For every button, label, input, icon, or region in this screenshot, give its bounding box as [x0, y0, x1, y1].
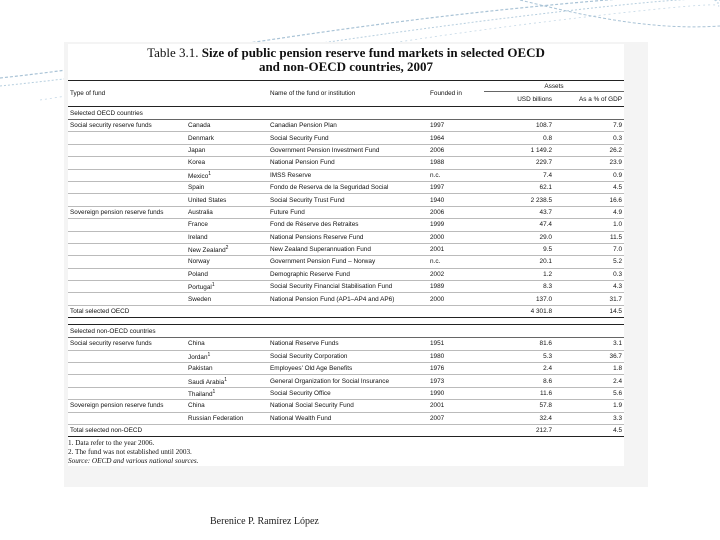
- usd-billions-cell: 108.7: [484, 120, 554, 132]
- founded-cell: 1980: [428, 350, 484, 362]
- country-cell: Australia: [186, 206, 268, 218]
- usd-billions-cell: 29.0: [484, 231, 554, 243]
- founded-cell: 2006: [428, 206, 484, 218]
- country-cell: Korea: [186, 157, 268, 169]
- fund-type-cell: [68, 132, 186, 144]
- gdp-pct-cell: 5.2: [554, 256, 624, 268]
- country-cell: Poland: [186, 268, 268, 280]
- country-cell: Saudi Arabia$^1$: [186, 375, 268, 387]
- gdp-pct-cell: 0.9: [554, 169, 624, 181]
- source-note: Source: OECD and various national sources.: [68, 457, 199, 466]
- gdp-pct-cell: 4.9: [554, 206, 624, 218]
- author-footer: Berenice P. Ramírez López: [210, 516, 319, 527]
- fund-name-cell: National Pension Fund: [268, 157, 428, 169]
- usd-billions-cell: 137.0: [484, 293, 554, 305]
- founded-cell: 1989: [428, 281, 484, 293]
- col-type: Type of fund: [68, 81, 186, 107]
- country-cell: France: [186, 219, 268, 231]
- country-cell: Portugal$^1$: [186, 281, 268, 293]
- country-cell: China: [186, 400, 268, 412]
- table-row: [68, 194, 624, 206]
- footnote-marker: 1: [211, 282, 215, 289]
- table-row: [68, 281, 624, 293]
- gdp-pct-cell: 1.9: [554, 400, 624, 412]
- table-row: [68, 231, 624, 243]
- fund-type-cell: [68, 181, 186, 193]
- founded-cell: 1940: [428, 194, 484, 206]
- fund-type-cell: [68, 243, 186, 255]
- fund-name-cell: Social Security Trust Fund: [268, 194, 428, 206]
- fund-type-cell: [68, 219, 186, 231]
- country-cell: United States: [186, 194, 268, 206]
- fund-type-cell: [68, 412, 186, 424]
- fund-name-cell: IMSS Reserve: [268, 169, 428, 181]
- gdp-pct-cell: 4.3: [554, 281, 624, 293]
- nonoecd-total-pct: 4.5: [613, 427, 622, 435]
- founded-cell: 1997: [428, 181, 484, 193]
- fund-name-cell: National Social Security Fund: [268, 400, 428, 412]
- fund-type-cell: Sovereign pension reserve funds: [68, 400, 186, 412]
- table-row: [68, 338, 624, 350]
- gdp-pct-cell: 16.6: [554, 194, 624, 206]
- founded-cell: 2000: [428, 293, 484, 305]
- gdp-pct-cell: 31.7: [554, 293, 624, 305]
- usd-billions-cell: 2.4: [484, 363, 554, 375]
- country-cell: Thailand$^1$: [186, 387, 268, 399]
- gdp-pct-cell: 3.3: [554, 412, 624, 424]
- fund-type-cell: [68, 293, 186, 305]
- footnote-marker: 2: [225, 245, 229, 252]
- founded-cell: 2006: [428, 144, 484, 156]
- table-row: [68, 412, 624, 424]
- founded-cell: 1951: [428, 338, 484, 350]
- table-row: [68, 387, 624, 399]
- fund-type-cell: [68, 281, 186, 293]
- usd-billions-cell: 47.4: [484, 219, 554, 231]
- table-row: [68, 132, 624, 144]
- country-cell: Spain: [186, 181, 268, 193]
- table-row: [68, 169, 624, 181]
- col-pct: As a % of GDP: [554, 92, 624, 107]
- usd-billions-cell: 1 149.2: [484, 144, 554, 156]
- table-row: [68, 206, 624, 218]
- gdp-pct-cell: 23.9: [554, 157, 624, 169]
- fund-name-cell: General Organization for Social Insurance: [268, 375, 428, 387]
- table-row: [68, 157, 624, 169]
- usd-billions-cell: 43.7: [484, 206, 554, 218]
- table-notes: [68, 439, 624, 466]
- fund-type-cell: [68, 363, 186, 375]
- country-cell: Norway: [186, 256, 268, 268]
- table-row: [68, 256, 624, 268]
- fund-name-cell: National Wealth Fund: [268, 412, 428, 424]
- gdp-pct-cell: 2.4: [554, 375, 624, 387]
- fund-name-cell: Future Fund: [268, 206, 428, 218]
- founded-cell: 1973: [428, 375, 484, 387]
- footnote-marker: 1: [208, 170, 212, 177]
- nonoecd-section: [68, 325, 624, 425]
- table-row: [68, 375, 624, 387]
- fund-name-cell: Social Security Corporation: [268, 350, 428, 362]
- nonoecd-total-section: [68, 424, 624, 436]
- fund-type-cell: [68, 231, 186, 243]
- fund-type-cell: Sovereign pension reserve funds: [68, 206, 186, 218]
- country-cell: China: [186, 338, 268, 350]
- nonoecd-section-label: Selected non-OECD countries: [70, 327, 156, 335]
- founded-cell: 1988: [428, 157, 484, 169]
- footnote-marker: 1: [224, 376, 228, 383]
- title-line1: Size of public pension reserve fund markets in selected OECD: [201, 45, 545, 60]
- fund-name-cell: Employees' Old Age Benefits: [268, 363, 428, 375]
- col-usd: USD billions: [484, 92, 554, 107]
- footnote-marker: 1: [207, 351, 211, 358]
- table-row: [68, 243, 624, 255]
- gdp-pct-cell: 7.0: [554, 243, 624, 255]
- table-title: [68, 46, 624, 74]
- country-cell: Russian Federation: [186, 412, 268, 424]
- table-document: [68, 44, 624, 466]
- gdp-pct-cell: 1.0: [554, 219, 624, 231]
- col-name: Name of the fund or institution: [268, 81, 428, 107]
- founded-cell: n.c.: [428, 169, 484, 181]
- oecd-total-section: [68, 305, 624, 324]
- usd-billions-cell: 9.5: [484, 243, 554, 255]
- fund-type-cell: [68, 350, 186, 362]
- table-row: [68, 144, 624, 156]
- oecd-total-usd: 4 301.8: [530, 308, 552, 316]
- usd-billions-cell: 0.8: [484, 132, 554, 144]
- table-label: Table 3.1.: [147, 45, 199, 60]
- founded-cell: 1997: [428, 120, 484, 132]
- fund-name-cell: Government Pension Fund – Norway: [268, 256, 428, 268]
- nonoecd-total-label: Total selected non-OECD: [70, 427, 143, 435]
- table-row: [68, 293, 624, 305]
- gdp-pct-cell: 5.6: [554, 387, 624, 399]
- fund-name-cell: New Zealand Superannuation Fund: [268, 243, 428, 255]
- table-row: [68, 400, 624, 412]
- fund-name-cell: National Pension Fund (AP1–AP4 and AP6): [268, 293, 428, 305]
- fund-name-cell: National Reserve Funds: [268, 338, 428, 350]
- table-row: [68, 350, 624, 362]
- fund-type-cell: [68, 157, 186, 169]
- fund-type-cell: [68, 256, 186, 268]
- usd-billions-cell: 57.8: [484, 400, 554, 412]
- fund-type-cell: [68, 375, 186, 387]
- usd-billions-cell: 20.1: [484, 256, 554, 268]
- note-1: 1. Data refer to the year 2006.: [68, 439, 155, 448]
- table-row: [68, 219, 624, 231]
- usd-billions-cell: 11.6: [484, 387, 554, 399]
- fund-name-cell: Demographic Reserve Fund: [268, 268, 428, 280]
- oecd-section: [68, 107, 624, 306]
- gdp-pct-cell: 11.5: [554, 231, 624, 243]
- country-cell: Mexico$^1$: [186, 169, 268, 181]
- fund-type-cell: Social security reserve funds: [68, 120, 186, 132]
- pension-table: [68, 80, 624, 437]
- gdp-pct-cell: 3.1: [554, 338, 624, 350]
- fund-name-cell: National Pensions Reserve Fund: [268, 231, 428, 243]
- fund-name-cell: Fond de Réserve des Retraites: [268, 219, 428, 231]
- usd-billions-cell: 8.3: [484, 281, 554, 293]
- founded-cell: 1976: [428, 363, 484, 375]
- gdp-pct-cell: 1.8: [554, 363, 624, 375]
- fund-type-cell: [68, 387, 186, 399]
- fund-type-cell: [68, 169, 186, 181]
- founded-cell: 2001: [428, 400, 484, 412]
- country-cell: Jordan$^1$: [186, 350, 268, 362]
- founded-cell: 1990: [428, 387, 484, 399]
- founded-cell: 2001: [428, 243, 484, 255]
- fund-type-cell: [68, 194, 186, 206]
- gdp-pct-cell: 36.7: [554, 350, 624, 362]
- usd-billions-cell: 62.1: [484, 181, 554, 193]
- gdp-pct-cell: 0.3: [554, 132, 624, 144]
- country-cell: Ireland: [186, 231, 268, 243]
- founded-cell: 2007: [428, 412, 484, 424]
- usd-billions-cell: 5.3: [484, 350, 554, 362]
- note-2: 2. The fund was not established until 2003.: [68, 448, 192, 457]
- founded-cell: 1964: [428, 132, 484, 144]
- fund-name-cell: Fondo de Reserva de la Seguridad Social: [268, 181, 428, 193]
- table-row: [68, 181, 624, 193]
- gdp-pct-cell: 7.9: [554, 120, 624, 132]
- country-cell: Pakistan: [186, 363, 268, 375]
- founded-cell: 1999: [428, 219, 484, 231]
- country-cell: Sweden: [186, 293, 268, 305]
- fund-name-cell: Social Security Office: [268, 387, 428, 399]
- usd-billions-cell: 1.2: [484, 268, 554, 280]
- title-line2: and non-OECD countries, 2007: [258, 59, 434, 74]
- country-cell: Japan: [186, 144, 268, 156]
- oecd-section-label: Selected OECD countries: [70, 109, 143, 117]
- founded-cell: n.c.: [428, 256, 484, 268]
- table-row: [68, 120, 624, 132]
- col-founded: Founded in: [428, 81, 484, 107]
- oecd-total-pct: 14.5: [609, 308, 622, 316]
- footnote-marker: 1: [212, 388, 216, 395]
- gdp-pct-cell: 4.5: [554, 181, 624, 193]
- founded-cell: 2002: [428, 268, 484, 280]
- country-cell: Denmark: [186, 132, 268, 144]
- table-row: [68, 268, 624, 280]
- country-cell: New Zealand$^2$: [186, 243, 268, 255]
- fund-name-cell: Canadian Pension Plan: [268, 120, 428, 132]
- usd-billions-cell: 2 238.5: [484, 194, 554, 206]
- fund-type-cell: [68, 144, 186, 156]
- usd-billions-cell: 229.7: [484, 157, 554, 169]
- usd-billions-cell: 81.6: [484, 338, 554, 350]
- country-cell: Canada: [186, 120, 268, 132]
- oecd-total-label: Total selected OECD: [70, 308, 130, 316]
- fund-name-cell: Government Pension Investment Fund: [268, 144, 428, 156]
- col-assets: Assets: [484, 81, 624, 92]
- founded-cell: 2000: [428, 231, 484, 243]
- fund-name-cell: Social Security Fund: [268, 132, 428, 144]
- fund-type-cell: [68, 268, 186, 280]
- nonoecd-total-usd: 212.7: [536, 427, 552, 435]
- gdp-pct-cell: 26.2: [554, 144, 624, 156]
- fund-name-cell: Social Security Financial Stabilisation Fund: [268, 281, 428, 293]
- usd-billions-cell: 8.6: [484, 375, 554, 387]
- gdp-pct-cell: 0.3: [554, 268, 624, 280]
- usd-billions-cell: 32.4: [484, 412, 554, 424]
- usd-billions-cell: 7.4: [484, 169, 554, 181]
- table-row: [68, 363, 624, 375]
- fund-type-cell: Social security reserve funds: [68, 338, 186, 350]
